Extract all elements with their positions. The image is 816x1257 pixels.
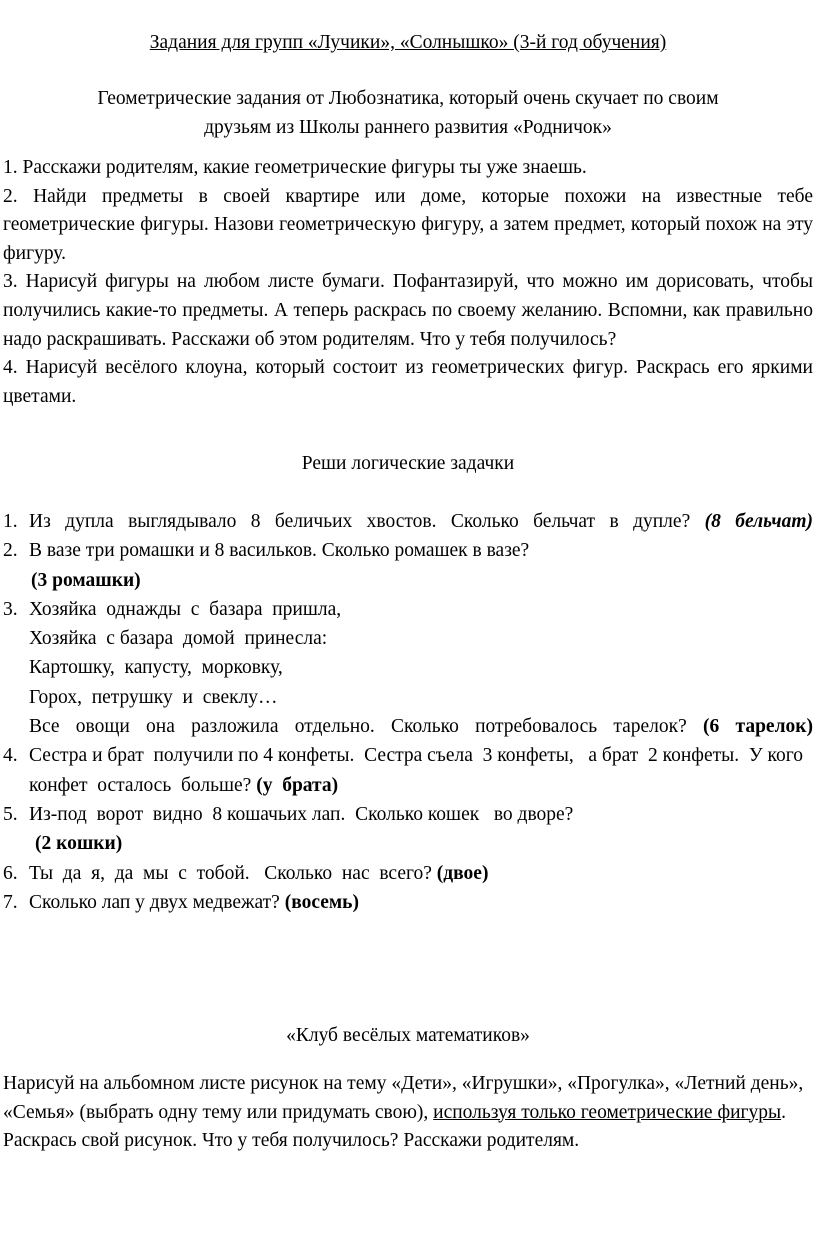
final-task — [3, 1070, 813, 1156]
geometry-task-1: 1. Расскажи родителям, какие геометрические фигуры ты уже знаешь. — [3, 157, 587, 178]
task-number: 7. — [3, 891, 18, 913]
task-text: Из дупла выглядывало 8 беличьих хвостов. Сколько бельчат в дупле? — [29, 511, 705, 532]
task-text: Сколько лап у двух медвежат? — [29, 891, 285, 913]
task-number: 4. — [3, 745, 18, 767]
task-text: Сестра и брат получили по 4 конфеты. Сестра съела 3 конфеты, а брат 2 конфеты. У кого конфет осталось больше? — [29, 745, 808, 796]
geometry-task-3: 3. Нарисуй фигуры на любом листе бумаги. Пофантазируй, что можно им дорисовать, чтобы получились какие-то предметы. А теперь раскрась по своему желанию. Вспомни, как правильно надо раскрашивать. Расскажи об этом родителям. Что у тебя получилось? — [3, 271, 813, 350]
geometry-task-list — [3, 154, 813, 411]
poem-line: Горох, петрушку и свеклу… — [29, 686, 278, 708]
logic-task-6 — [0, 859, 816, 888]
task-answer: (3 ромашки) — [31, 569, 141, 591]
final-task-underlined: используя только геометрические фигуры — [433, 1101, 782, 1123]
club-heading: «Клуб весёлых математиков» — [286, 1025, 530, 1046]
task-number: 3. — [3, 598, 18, 620]
poem-line: Хозяйка с базара домой принесла: — [29, 628, 328, 650]
task-answer: (восемь) — [284, 891, 359, 913]
subtitle — [0, 84, 816, 142]
logic-task-3 — [0, 595, 816, 741]
task-answer: (двое) — [436, 862, 489, 884]
logic-task-2 — [0, 536, 816, 595]
geometry-task-4: 4. Нарисуй весёлого клоуна, который состоит из геометрических фигур. Раскрась его яркими цветами. — [3, 357, 813, 407]
task-text: Ты да я, да мы с тобой. Сколько нас всего? — [29, 862, 437, 884]
geometry-task-2: 2. Найди предметы в своей квартире или доме, которые похожи на известные тебе геометрические фигуры. Назови геометрическую фигуру, а затем предмет, который похож на эту фигуру. — [3, 185, 813, 264]
logic-task-list — [0, 507, 816, 917]
logic-heading: Реши логические задачки — [301, 453, 515, 474]
poem-line: Хозяйка однажды с базара пришла, — [29, 598, 342, 620]
task-number: 1. — [3, 511, 18, 532]
task-answer: (у брата) — [256, 774, 339, 796]
subtitle-line: Геометрические задания от Любознатика, который очень скучает по своим — [97, 88, 719, 109]
logic-task-7 — [0, 888, 816, 917]
task-number: 5. — [3, 803, 18, 825]
logic-task-5 — [0, 800, 816, 859]
task-answer: (8 бельчат) — [704, 511, 813, 532]
final-task-text-end: . Раскрась свой рисунок. Что у тебя получилось? Расскажи родителям. — [3, 1101, 786, 1152]
task-answer: (2 кошки) — [35, 833, 123, 855]
final-task-text: Нарисуй на альбомном листе рисунок на тему «Дети», «Игрушки», «Прогулка», «Летний день», «Семья» (выбрать одну тему или придумать свою), — [3, 1073, 804, 1123]
poem-line: Картошку, капусту, морковку, — [29, 657, 283, 679]
task-number: 2. — [3, 540, 18, 562]
logic-task-4 — [0, 741, 816, 800]
page-title: Задания для групп «Лучики», «Солнышко» (3-й год обучения) — [149, 32, 667, 53]
logic-task-1 — [0, 507, 816, 536]
subtitle-line: друзьям из Школы раннего развития «Родничок» — [204, 117, 612, 138]
task-number: 6. — [3, 862, 18, 884]
task-text: Из-под ворот видно 8 кошачьих лап. Сколько кошек во дворе? — [29, 803, 574, 825]
task-text: Все овощи она разложила отдельно. Сколько потребовалось тарелок? — [29, 716, 704, 738]
task-answer: (6 тарелок) — [703, 716, 813, 738]
task-text: В вазе три ромашки и 8 васильков. Сколько ромашек в вазе? — [29, 540, 530, 562]
